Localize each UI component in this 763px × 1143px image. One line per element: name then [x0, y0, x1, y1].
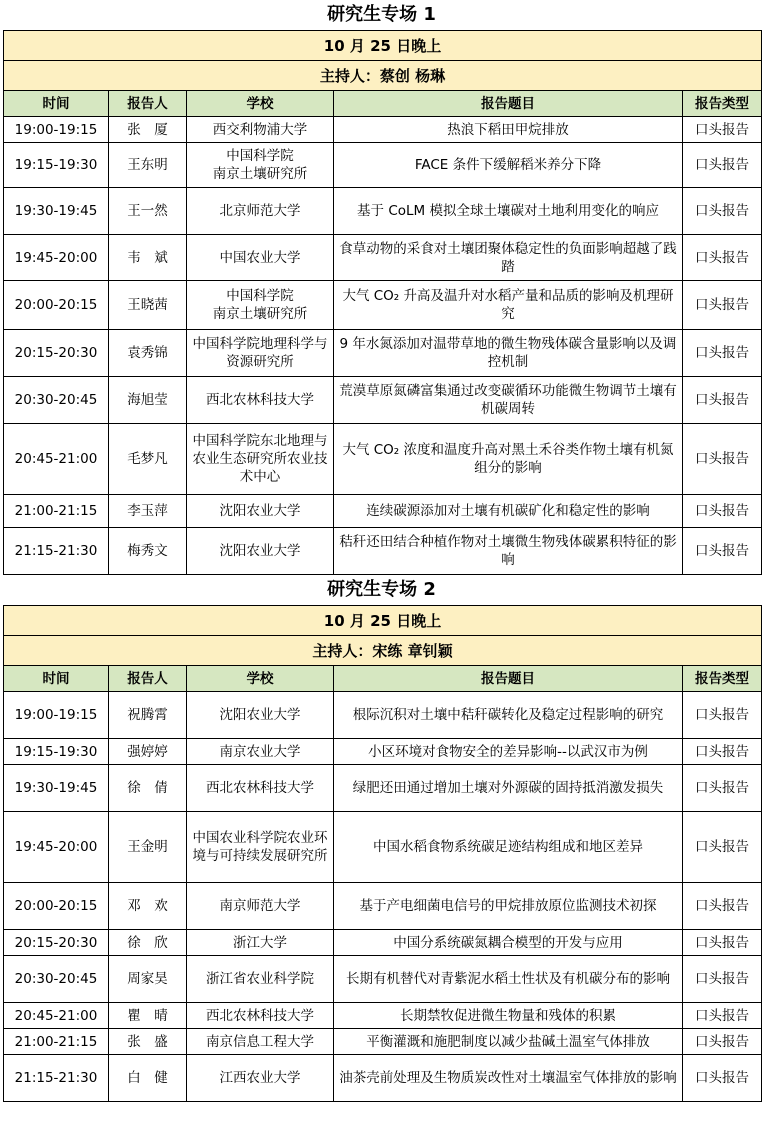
speaker-cell: 王金明 [109, 812, 187, 883]
table-row [4, 235, 762, 281]
speaker-cell: 徐 倩 [109, 765, 187, 812]
speaker-cell: 海旭莹 [109, 377, 187, 424]
schedule-table [3, 605, 762, 1102]
table-row [4, 812, 762, 883]
time-cell: 20:30-20:45 [4, 956, 109, 1003]
topic-cell: 热浪下稻田甲烷排放 [334, 117, 683, 143]
type-cell: 口头报告 [683, 883, 762, 930]
topic-cell: 连续碳源添加对土壤有机碳矿化和稳定性的影响 [334, 495, 683, 528]
header-time: 时间 [4, 91, 109, 117]
time-cell: 19:30-19:45 [4, 765, 109, 812]
topic-cell: FACE 条件下缓解稻米养分下降 [334, 143, 683, 188]
topic-cell: 油茶壳前处理及生物质炭改性对土壤温室气体排放的影响 [334, 1055, 683, 1102]
type-cell: 口头报告 [683, 765, 762, 812]
header-type: 报告类型 [683, 666, 762, 692]
school-cell: 江西农业大学 [187, 1055, 334, 1102]
type-cell: 口头报告 [683, 117, 762, 143]
speaker-cell: 强婷婷 [109, 739, 187, 765]
school-cell: 北京师范大学 [187, 188, 334, 235]
school-cell: 西北农林科技大学 [187, 377, 334, 424]
school-cell: 沈阳农业大学 [187, 495, 334, 528]
section-title: 研究生专场 1 [327, 4, 436, 25]
school-cell: 南京师范大学 [187, 883, 334, 930]
type-cell: 口头报告 [683, 1029, 762, 1055]
topic-cell: 中国水稻食物系统碳足迹结构组成和地区差异 [334, 812, 683, 883]
time-cell: 19:45-20:00 [4, 235, 109, 281]
type-cell: 口头报告 [683, 739, 762, 765]
school-cell: 沈阳农业大学 [187, 528, 334, 575]
table-row [4, 883, 762, 930]
time-cell: 19:30-19:45 [4, 188, 109, 235]
table-row [4, 930, 762, 956]
time-cell: 21:00-21:15 [4, 1029, 109, 1055]
school-cell: 西北农林科技大学 [187, 1003, 334, 1029]
table-row [4, 956, 762, 1003]
speaker-cell: 周家昊 [109, 956, 187, 1003]
table-row [4, 330, 762, 377]
topic-cell: 根际沉积对土壤中秸秆碳转化及稳定过程影响的研究 [334, 692, 683, 739]
table-row [4, 188, 762, 235]
time-cell: 20:15-20:30 [4, 930, 109, 956]
table-row [4, 692, 762, 739]
session-host: 主持人：宋练 章钊颖 [4, 636, 762, 666]
table-row [4, 143, 762, 188]
topic-cell: 绿肥还田通过增加土壤对外源碳的固持抵消激发损失 [334, 765, 683, 812]
header-speaker: 报告人 [109, 91, 187, 117]
topic-cell: 9 年水氮添加对温带草地的微生物残体碳含量影响以及调控机制 [334, 330, 683, 377]
table-row [4, 117, 762, 143]
time-cell: 19:45-20:00 [4, 812, 109, 883]
table-row [4, 281, 762, 330]
type-cell: 口头报告 [683, 424, 762, 495]
school-cell: 沈阳农业大学 [187, 692, 334, 739]
table-row [4, 377, 762, 424]
header-school: 学校 [187, 91, 334, 117]
type-cell: 口头报告 [683, 1055, 762, 1102]
type-cell: 口头报告 [683, 377, 762, 424]
type-cell: 口头报告 [683, 330, 762, 377]
schedule-table [3, 30, 762, 575]
speaker-cell: 韦 斌 [109, 235, 187, 281]
session-host: 主持人：蔡创 杨琳 [4, 61, 762, 91]
header-time: 时间 [4, 666, 109, 692]
speaker-cell: 张 厦 [109, 117, 187, 143]
time-cell: 20:30-20:45 [4, 377, 109, 424]
school-cell: 中国科学院地理科学与资源研究所 [187, 330, 334, 377]
topic-cell: 基于 CoLM 模拟全球土壤碳对土地利用变化的响应 [334, 188, 683, 235]
speaker-cell: 徐 欣 [109, 930, 187, 956]
header-topic: 报告题目 [334, 91, 683, 117]
time-cell: 20:45-21:00 [4, 424, 109, 495]
topic-cell: 大气 CO₂ 浓度和温度升高对黑土禾谷类作物土壤有机氮组分的影响 [334, 424, 683, 495]
school-cell: 中国科学院东北地理与农业生态研究所农业技术中心 [187, 424, 334, 495]
time-cell: 19:00-19:15 [4, 117, 109, 143]
time-cell: 20:00-20:15 [4, 883, 109, 930]
type-cell: 口头报告 [683, 188, 762, 235]
topic-cell: 基于产电细菌电信号的甲烷排放原位监测技术初探 [334, 883, 683, 930]
table-row [4, 1029, 762, 1055]
header-topic: 报告题目 [334, 666, 683, 692]
time-cell: 19:15-19:30 [4, 739, 109, 765]
type-cell: 口头报告 [683, 956, 762, 1003]
table-row [4, 765, 762, 812]
speaker-cell: 王晓茜 [109, 281, 187, 330]
type-cell: 口头报告 [683, 528, 762, 575]
session-date: 10 月 25 日晚上 [4, 31, 762, 61]
speaker-cell: 瞿 晴 [109, 1003, 187, 1029]
topic-cell: 小区环境对食物安全的差异影响--以武汉市为例 [334, 739, 683, 765]
topic-cell: 荒漠草原氮磷富集通过改变碳循环功能微生物调节土壤有机碳周转 [334, 377, 683, 424]
type-cell: 口头报告 [683, 692, 762, 739]
school-cell: 中国科学院 南京土壤研究所 [187, 143, 334, 188]
topic-cell: 大气 CO₂ 升高及温升对水稻产量和品质的影响及机理研究 [334, 281, 683, 330]
time-cell: 19:00-19:15 [4, 692, 109, 739]
school-cell: 浙江大学 [187, 930, 334, 956]
school-cell: 西交利物浦大学 [187, 117, 334, 143]
time-cell: 21:00-21:15 [4, 495, 109, 528]
header-speaker: 报告人 [109, 666, 187, 692]
topic-cell: 秸秆还田结合种植作物对土壤微生物残体碳累积特征的影响 [334, 528, 683, 575]
topic-cell: 长期有机替代对青紫泥水稻土性状及有机碳分布的影响 [334, 956, 683, 1003]
speaker-cell: 邓 欢 [109, 883, 187, 930]
speaker-cell: 祝腾霄 [109, 692, 187, 739]
speaker-cell: 张 盛 [109, 1029, 187, 1055]
table-row [4, 495, 762, 528]
time-cell: 20:15-20:30 [4, 330, 109, 377]
school-cell: 中国农业科学院农业环境与可持续发展研究所 [187, 812, 334, 883]
speaker-cell: 王东明 [109, 143, 187, 188]
school-cell: 中国农业大学 [187, 235, 334, 281]
speaker-cell: 梅秀文 [109, 528, 187, 575]
table-row [4, 739, 762, 765]
school-cell: 西北农林科技大学 [187, 765, 334, 812]
topic-cell: 中国分系统碳氮耦合模型的开发与应用 [334, 930, 683, 956]
type-cell: 口头报告 [683, 930, 762, 956]
type-cell: 口头报告 [683, 1003, 762, 1029]
speaker-cell: 白 健 [109, 1055, 187, 1102]
topic-cell: 食草动物的采食对土壤团聚体稳定性的负面影响超越了践踏 [334, 235, 683, 281]
speaker-cell: 王一然 [109, 188, 187, 235]
table-row [4, 528, 762, 575]
school-cell: 中国科学院 南京土壤研究所 [187, 281, 334, 330]
time-cell: 20:45-21:00 [4, 1003, 109, 1029]
time-cell: 21:15-21:30 [4, 1055, 109, 1102]
type-cell: 口头报告 [683, 143, 762, 188]
session-date: 10 月 25 日晚上 [4, 606, 762, 636]
session-2 [0, 575, 763, 1102]
time-cell: 19:15-19:30 [4, 143, 109, 188]
section-title: 研究生专场 2 [327, 579, 436, 600]
type-cell: 口头报告 [683, 281, 762, 330]
table-row [4, 424, 762, 495]
table-body [4, 692, 762, 1102]
table-row [4, 1003, 762, 1029]
type-cell: 口头报告 [683, 812, 762, 883]
speaker-cell: 李玉萍 [109, 495, 187, 528]
school-cell: 浙江省农业科学院 [187, 956, 334, 1003]
topic-cell: 长期禁牧促进微生物量和残体的积累 [334, 1003, 683, 1029]
type-cell: 口头报告 [683, 235, 762, 281]
speaker-cell: 毛梦凡 [109, 424, 187, 495]
time-cell: 21:15-21:30 [4, 528, 109, 575]
speaker-cell: 袁秀锦 [109, 330, 187, 377]
school-cell: 南京农业大学 [187, 739, 334, 765]
school-cell: 南京信息工程大学 [187, 1029, 334, 1055]
table-body [4, 117, 762, 575]
header-school: 学校 [187, 666, 334, 692]
type-cell: 口头报告 [683, 495, 762, 528]
header-type: 报告类型 [683, 91, 762, 117]
time-cell: 20:00-20:15 [4, 281, 109, 330]
table-row [4, 1055, 762, 1102]
topic-cell: 平衡灌溉和施肥制度以减少盐碱土温室气体排放 [334, 1029, 683, 1055]
